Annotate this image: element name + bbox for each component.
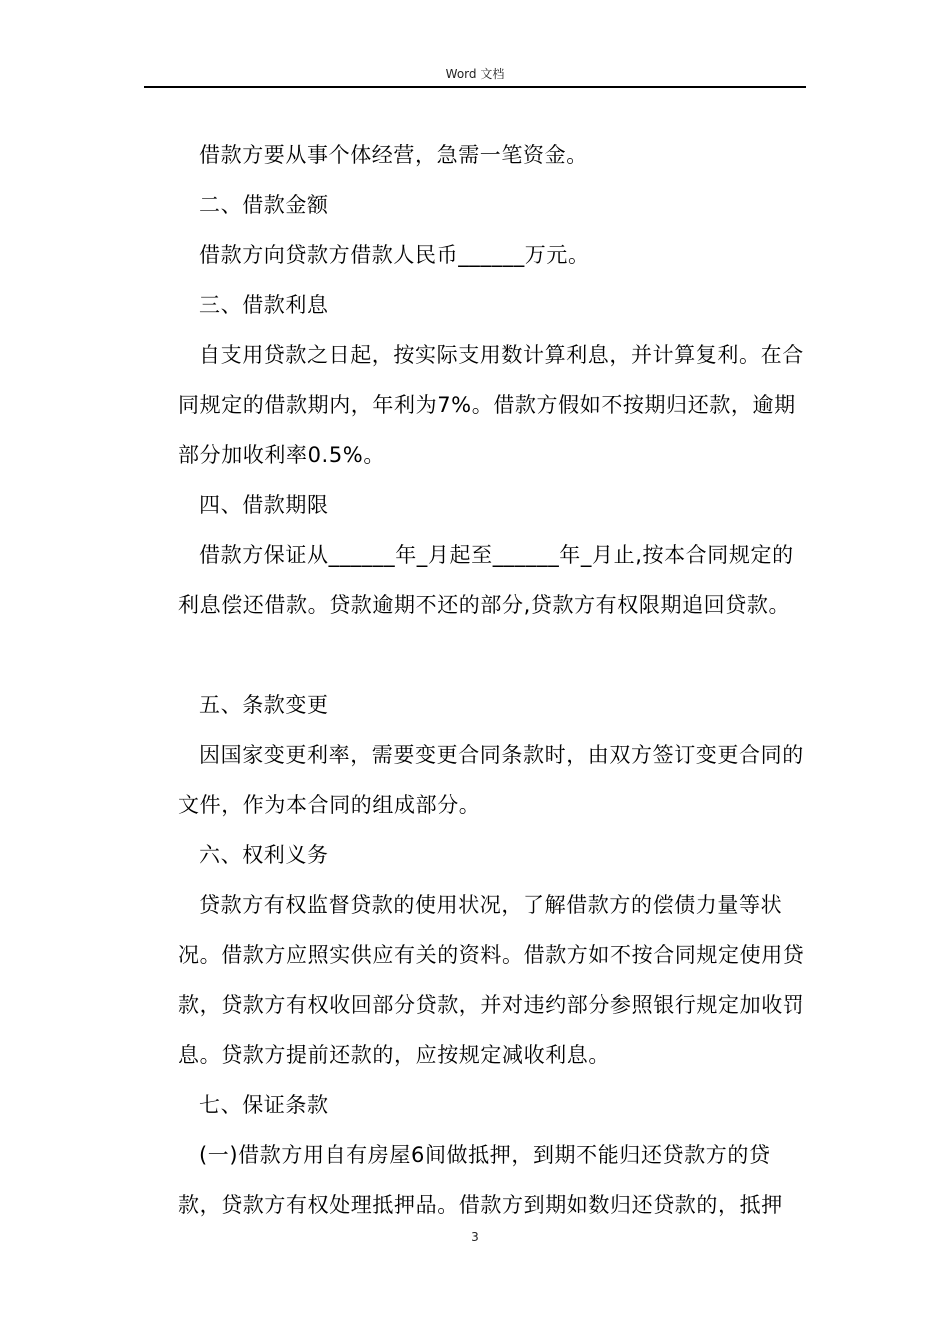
paragraph-rights-obligations: 贷款方有权监督贷款的使用状况，了解借款方的偿债力量等状况。借款方应照实供应有关的资料。借款方如不按合同规定使用贷款，贷款方有权收回部分贷款，并对违约部分参照银行规定加收罚息。贷款方提前还款的，应按规定减收利息。 [178, 893, 805, 1067]
heading-loan-term: 四、借款期限 [199, 493, 329, 517]
paragraph-guarantee: (一)借款方用自有房屋6间做抵押，到期不能归还贷款方的贷款，贷款方有权处理抵押品。借款方到期如数归还贷款的，抵押 [178, 1143, 783, 1217]
heading-loan-amount: 二、借款金额 [199, 193, 329, 217]
header-rule [144, 86, 806, 88]
document-body [178, 130, 806, 1230]
page-header: Word 文档 [445, 67, 505, 81]
heading-loan-interest: 三、借款利息 [199, 293, 329, 317]
paragraph-loan-amount: 借款方向贷款方借款人民币______万元。 [199, 243, 590, 267]
paragraph-clause-change: 因国家变更利率，需要变更合同条款时，由双方签订变更合同的文件，作为本合同的组成部分。 [178, 743, 804, 817]
heading-clause-change: 五、条款变更 [199, 693, 329, 717]
page-number: 3 [471, 1230, 479, 1244]
paragraph-purpose: 借款方要从事个体经营，急需一笔资金。 [199, 143, 588, 167]
heading-rights-obligations: 六、权利义务 [199, 843, 329, 867]
paragraph-loan-term: 借款方保证从______年_月起至______年_月止,按本合同规定的利息偿还借款。贷款逾期不还的部分,贷款方有权限期追回贷款。 [178, 543, 794, 617]
heading-guarantee: 七、保证条款 [199, 1093, 329, 1117]
blank-line [178, 630, 806, 680]
paragraph-loan-interest: 自支用贷款之日起，按实际支用数计算利息，并计算复利。在合同规定的借款期内，年利为7%。借款方假如不按期归还款，逾期部分加收利率0.5%。 [178, 343, 804, 467]
